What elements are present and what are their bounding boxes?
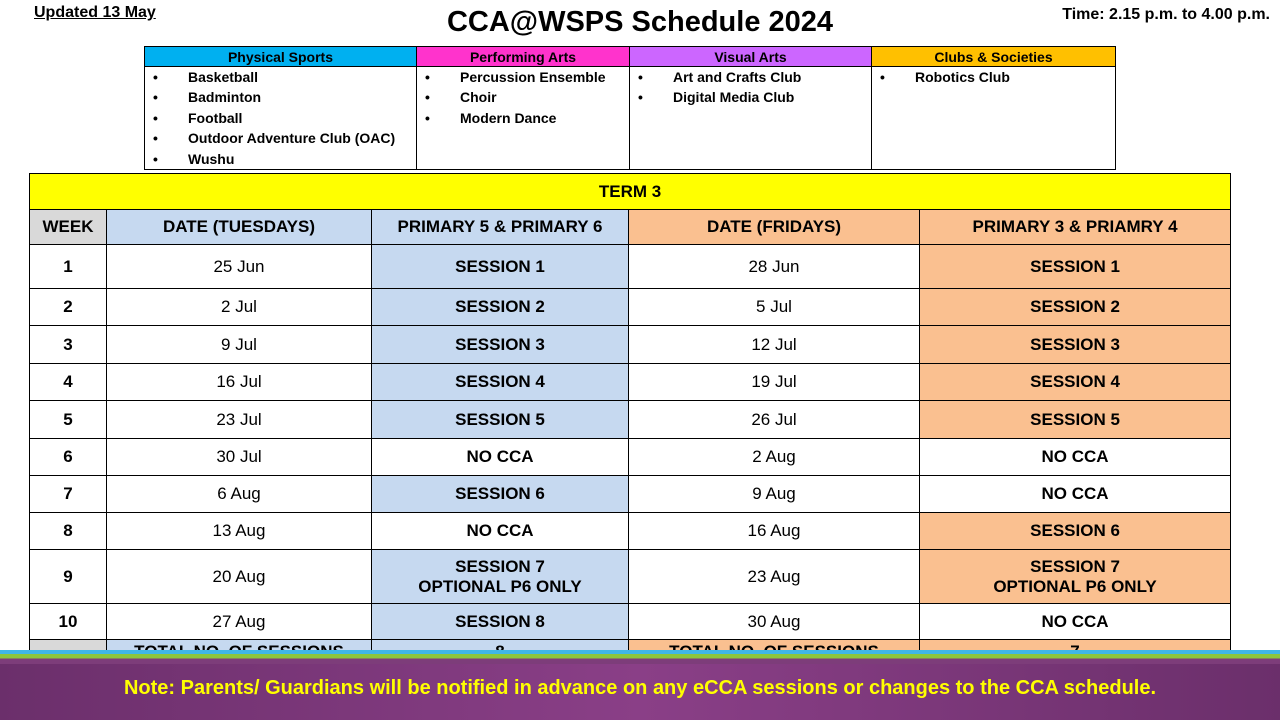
primary-3-4-session: SESSION 6 <box>920 513 1231 550</box>
list-item: • Badminton <box>145 87 416 107</box>
primary-5-6-session: NO CCA <box>372 439 629 476</box>
category-list-physical-sports <box>145 67 417 170</box>
week-number: 5 <box>30 401 107 439</box>
primary-3-4-session: SESSION 4 <box>920 364 1231 401</box>
week-number: 2 <box>30 289 107 326</box>
primary-5-6-session <box>372 550 629 604</box>
primary-5-6-session-line-2: OPTIONAL P6 ONLY <box>418 576 582 596</box>
table-row <box>30 289 1231 326</box>
list-item: • Choir <box>417 87 629 107</box>
list-item: • Percussion Ensemble <box>417 67 629 87</box>
column-header-primary-3-4: PRIMARY 3 & PRIAMRY 4 <box>920 210 1231 245</box>
column-header-tuesday-date: DATE (TUESDAYS) <box>107 210 372 245</box>
category-header-visual-arts: Visual Arts <box>630 47 872 67</box>
week-number: 8 <box>30 513 107 550</box>
friday-date: 16 Aug <box>629 513 920 550</box>
primary-5-6-session: SESSION 6 <box>372 476 629 513</box>
primary-5-6-session: SESSION 4 <box>372 364 629 401</box>
page-title: CCA@WSPS Schedule 2024 <box>446 6 834 38</box>
tuesday-date: 2 Jul <box>107 289 372 326</box>
week-number: 4 <box>30 364 107 401</box>
table-row <box>30 476 1231 513</box>
column-header-week: WEEK <box>30 210 107 245</box>
week-number: 6 <box>30 439 107 476</box>
week-number: 3 <box>30 326 107 364</box>
friday-date: 30 Aug <box>629 604 920 640</box>
primary-5-6-session: SESSION 3 <box>372 326 629 364</box>
column-header-primary-5-6: PRIMARY 5 & PRIMARY 6 <box>372 210 629 245</box>
table-row <box>30 401 1231 439</box>
category-header-performing-arts: Performing Arts <box>417 47 630 67</box>
primary-3-4-session: SESSION 3 <box>920 326 1231 364</box>
category-list-clubs-societies <box>872 67 1116 170</box>
week-number: 1 <box>30 245 107 289</box>
friday-date: 2 Aug <box>629 439 920 476</box>
primary-3-4-session-line-1: SESSION 7 <box>1030 556 1120 576</box>
tuesday-date: 27 Aug <box>107 604 372 640</box>
category-list-performing-arts <box>417 67 630 170</box>
friday-date: 19 Jul <box>629 364 920 401</box>
tuesday-date: 16 Jul <box>107 364 372 401</box>
primary-5-6-session: SESSION 2 <box>372 289 629 326</box>
list-item: • Outdoor Adventure Club (OAC) <box>145 128 416 148</box>
friday-date: 28 Jun <box>629 245 920 289</box>
cca-categories-table <box>144 46 1116 170</box>
week-number: 10 <box>30 604 107 640</box>
friday-date: 9 Aug <box>629 476 920 513</box>
tuesday-date: 6 Aug <box>107 476 372 513</box>
category-header-physical-sports: Physical Sports <box>145 47 417 67</box>
list-item: • Wushu <box>145 149 416 169</box>
primary-3-4-session: SESSION 1 <box>920 245 1231 289</box>
primary-5-6-session: SESSION 8 <box>372 604 629 640</box>
column-header-friday-date: DATE (FRIDAYS) <box>629 210 920 245</box>
schedule-table <box>29 173 1231 664</box>
week-number: 9 <box>30 550 107 604</box>
category-header-clubs-societies: Clubs & Societies <box>872 47 1116 67</box>
table-row <box>30 513 1231 550</box>
primary-3-4-session <box>920 550 1231 604</box>
friday-date: 26 Jul <box>629 401 920 439</box>
primary-5-6-session: SESSION 5 <box>372 401 629 439</box>
tuesday-date: 13 Aug <box>107 513 372 550</box>
primary-5-6-session: SESSION 1 <box>372 245 629 289</box>
primary-5-6-session-line-1: SESSION 7 <box>455 556 545 576</box>
session-time: Time: 2.15 p.m. to 4.00 p.m. <box>1062 6 1270 23</box>
updated-date: Updated 13 May <box>34 4 156 21</box>
friday-date: 5 Jul <box>629 289 920 326</box>
list-item: • Basketball <box>145 67 416 87</box>
primary-3-4-session: NO CCA <box>920 604 1231 640</box>
table-row <box>30 604 1231 640</box>
term-title: TERM 3 <box>30 174 1231 210</box>
primary-3-4-session: SESSION 5 <box>920 401 1231 439</box>
primary-5-6-session: NO CCA <box>372 513 629 550</box>
list-item: • Digital Media Club <box>630 87 871 107</box>
primary-3-4-session: NO CCA <box>920 439 1231 476</box>
tuesday-date: 9 Jul <box>107 326 372 364</box>
list-item: • Robotics Club <box>872 67 1115 87</box>
table-row <box>30 364 1231 401</box>
tuesday-date: 30 Jul <box>107 439 372 476</box>
category-list-visual-arts <box>630 67 872 170</box>
list-item: • Modern Dance <box>417 108 629 128</box>
footer-note: Note: Parents/ Guardians will be notified in advance on any eCCA sessions or changes to the CCA schedule. <box>123 677 1157 699</box>
tuesday-date: 25 Jun <box>107 245 372 289</box>
footer-decorative-stripe <box>0 650 1280 664</box>
list-item: • Art and Crafts Club <box>630 67 871 87</box>
primary-3-4-session: NO CCA <box>920 476 1231 513</box>
tuesday-date: 23 Jul <box>107 401 372 439</box>
tuesday-date: 20 Aug <box>107 550 372 604</box>
list-item: • Football <box>145 108 416 128</box>
table-row <box>30 245 1231 289</box>
week-number: 7 <box>30 476 107 513</box>
table-row <box>30 326 1231 364</box>
friday-date: 23 Aug <box>629 550 920 604</box>
table-row <box>30 550 1231 604</box>
primary-3-4-session-line-2: OPTIONAL P6 ONLY <box>993 576 1157 596</box>
friday-date: 12 Jul <box>629 326 920 364</box>
table-row <box>30 439 1231 476</box>
primary-3-4-session: SESSION 2 <box>920 289 1231 326</box>
